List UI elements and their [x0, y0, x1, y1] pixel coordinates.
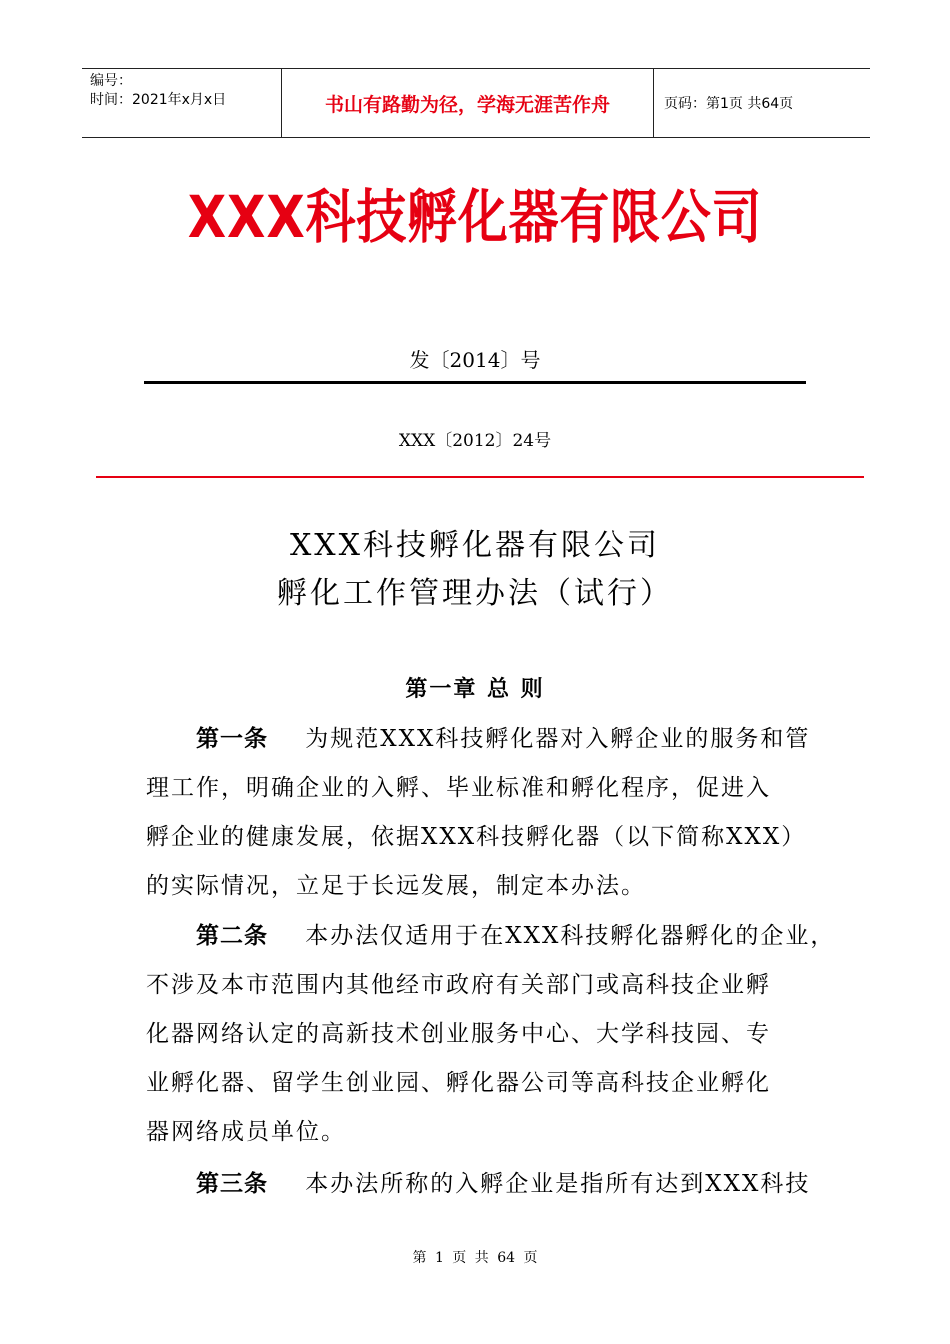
article-1 — [146, 715, 811, 911]
time-label: 时间：2021年x月x日 — [90, 92, 227, 108]
black-divider — [144, 381, 806, 384]
article-text-line: 业孵化器、留学生创业园、孵化器公司等高科技企业孵化 — [146, 1070, 771, 1096]
document-title-line2: 孵化工作管理办法（试行） — [277, 576, 673, 611]
article-text-line: 器网络成员单位。 — [146, 1119, 346, 1145]
header-motto: 书山有路勤为径，学海无涯苦作舟 — [282, 69, 654, 137]
document-header-table — [82, 68, 870, 138]
article-label: 第一条 — [196, 726, 268, 752]
header-meta-cell — [82, 69, 282, 137]
article-3 — [146, 1160, 811, 1209]
article-text-line: 孵企业的健康发展，依据XXX科技孵化器（以下简称XXX） — [146, 824, 807, 850]
article-text-line: 理工作，明确企业的入孵、毕业标准和孵化程序，促进入 — [146, 775, 771, 801]
article-text-line: 本办法所称的入孵企业是指所有达到XXX科技 — [305, 1171, 811, 1197]
document-number: 发〔2014〕号 — [409, 348, 541, 372]
red-divider — [96, 476, 864, 478]
header-page-info: 页码：第1页 共64页 — [664, 96, 794, 112]
article-text-line: 的实际情况，立足于长远发展，制定本办法。 — [146, 873, 646, 899]
serial-label: 编号： — [90, 73, 132, 89]
article-2 — [146, 912, 836, 1157]
article-text-line: 化器网络认定的高新技术创业服务中心、大学科技园、专 — [146, 1021, 771, 1047]
organization-title: XXX科技孵化器有限公司 — [187, 183, 763, 251]
article-label: 第二条 — [196, 923, 268, 949]
article-text-line: 本办法仅适用于在XXX科技孵化器孵化的企业， — [305, 923, 836, 949]
article-text-line: 为规范XXX科技孵化器对入孵企业的服务和管 — [305, 726, 811, 752]
article-text-line: 不涉及本市范围内其他经市政府有关部门或高科技企业孵 — [146, 972, 771, 998]
article-label: 第三条 — [196, 1171, 268, 1197]
document-title-line1: XXX科技孵化器有限公司 — [289, 528, 661, 563]
reference-number: XXX〔2012〕24号 — [398, 431, 552, 451]
page-footer: 第 1 页 共 64 页 — [412, 1250, 538, 1266]
chapter-heading: 第一章 总 则 — [405, 677, 545, 702]
